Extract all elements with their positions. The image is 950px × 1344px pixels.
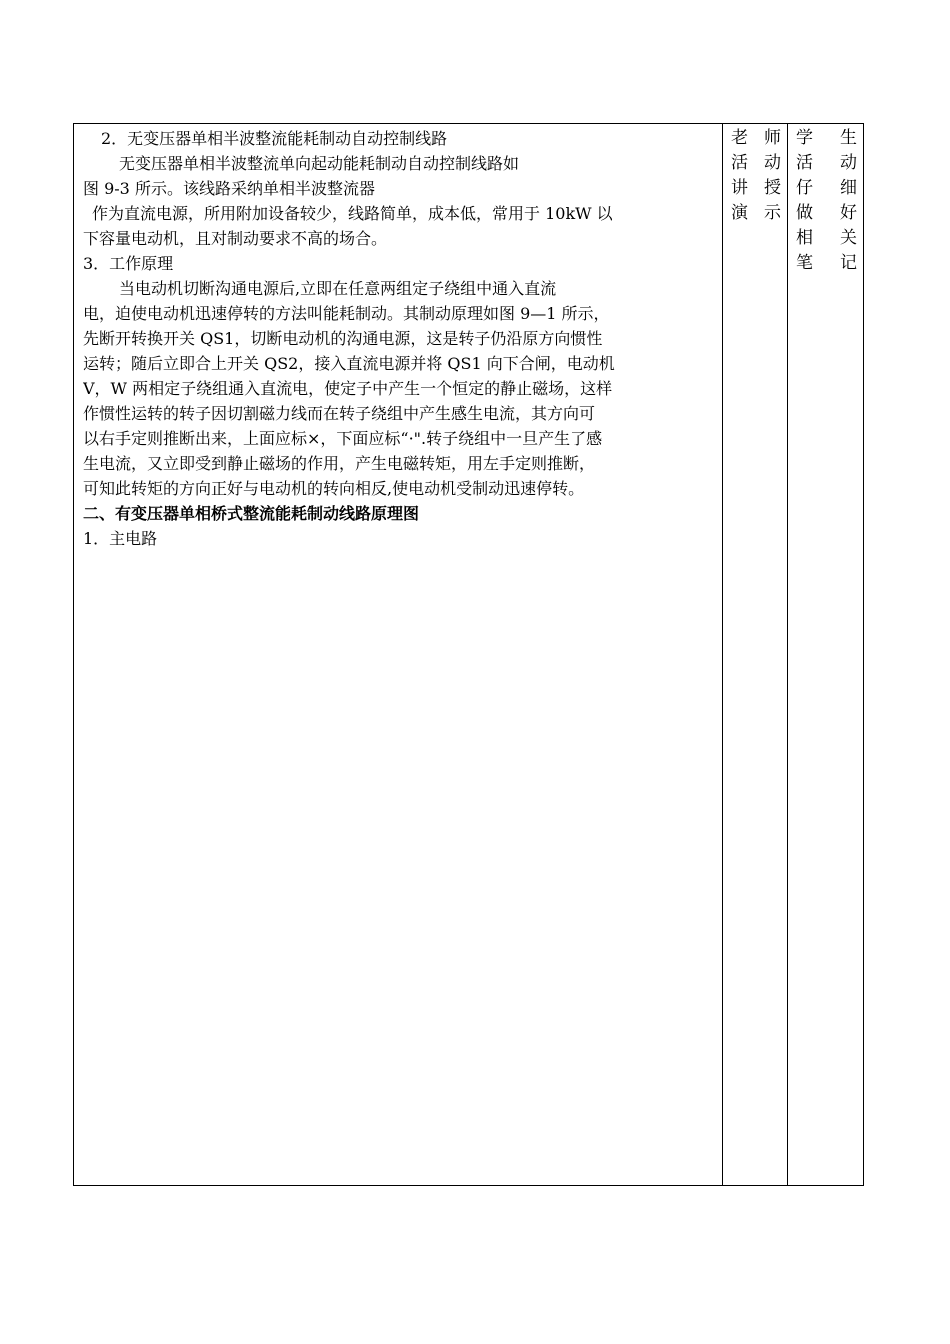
teacher-activity-line: 活动	[731, 153, 781, 173]
teaching-content	[74, 124, 722, 551]
content-line: 作惯性运转的转子因切割磁力线而在转子绕组中产生感生电流，其方向可	[83, 404, 596, 423]
teacher-activity-cell	[723, 124, 788, 1186]
teacher-activity-line: 演示	[731, 203, 781, 223]
student-activity-line: 活动	[796, 153, 857, 173]
content-line: V，W 两相定子绕组通入直流电，使定子中产生一个恒定的静止磁场，这样	[83, 379, 613, 398]
content-line: 电，迫使电动机迅速停转的方法叫能耗制动。其制动原理如图 9—1 所示，	[83, 304, 610, 323]
content-line: 以右手定则推断出来，上面应标×，下面应标“·".转子绕组中一旦产生了感	[83, 429, 603, 448]
content-line: 可知此转矩的方向正好与电动机的转向相反,使电动机受制动迅速停转。	[83, 479, 585, 498]
content-line: 生电流，又立即受到静止磁场的作用，产生电磁转矩，用左手定则推断，	[83, 454, 596, 473]
student-activity-cell	[788, 124, 864, 1186]
content-line: 先断开转换开关 QS1，切断电动机的沟通电源，这是转子仍沿原方向惯性	[83, 329, 603, 348]
student-activity-line: 做 好	[796, 203, 857, 223]
section-heading-2: 2．无变压器单相半波整流能耗制动自动控制线路	[101, 129, 448, 148]
student-activity-line: 仔 细	[796, 178, 857, 198]
content-line: 下容量电动机，且对制动要求不高的场合。	[83, 229, 388, 248]
teacher-activity	[723, 124, 787, 226]
student-activity-line: 笔记	[796, 253, 857, 273]
lesson-plan-table	[73, 123, 864, 1186]
student-activity-line: 相 关	[796, 228, 857, 248]
content-line: 当电动机切断沟通电源后,立即在任意两组定子绕组中通入直流	[119, 279, 557, 298]
section-heading-bold: 二、有变压器单相桥式整流能耗制动线路原理图	[83, 504, 420, 523]
content-line: 图 9-3 所示。该线路采纳单相半波整流器	[83, 179, 375, 198]
subsection-heading: 1．主电路	[83, 529, 158, 548]
student-activity	[788, 124, 863, 276]
teaching-content-cell	[74, 124, 723, 1186]
section-heading-3: 3．工作原理	[83, 254, 174, 273]
student-activity-line: 学 生	[796, 128, 857, 148]
content-line: 无变压器单相半波整流单向起动能耗制动自动控制线路如	[119, 154, 520, 173]
teacher-activity-line: 老 师	[731, 128, 781, 148]
content-line: 作为直流电源，所用附加设备较少，线路简单，成本低，常用于 10kW 以	[92, 204, 613, 223]
content-line: 运转；随后立即合上开关 QS2，接入直流电源并将 QS1 向下合闸，电动机	[83, 354, 615, 373]
teacher-activity-line: 讲授	[731, 178, 781, 198]
table-row	[74, 124, 864, 1186]
